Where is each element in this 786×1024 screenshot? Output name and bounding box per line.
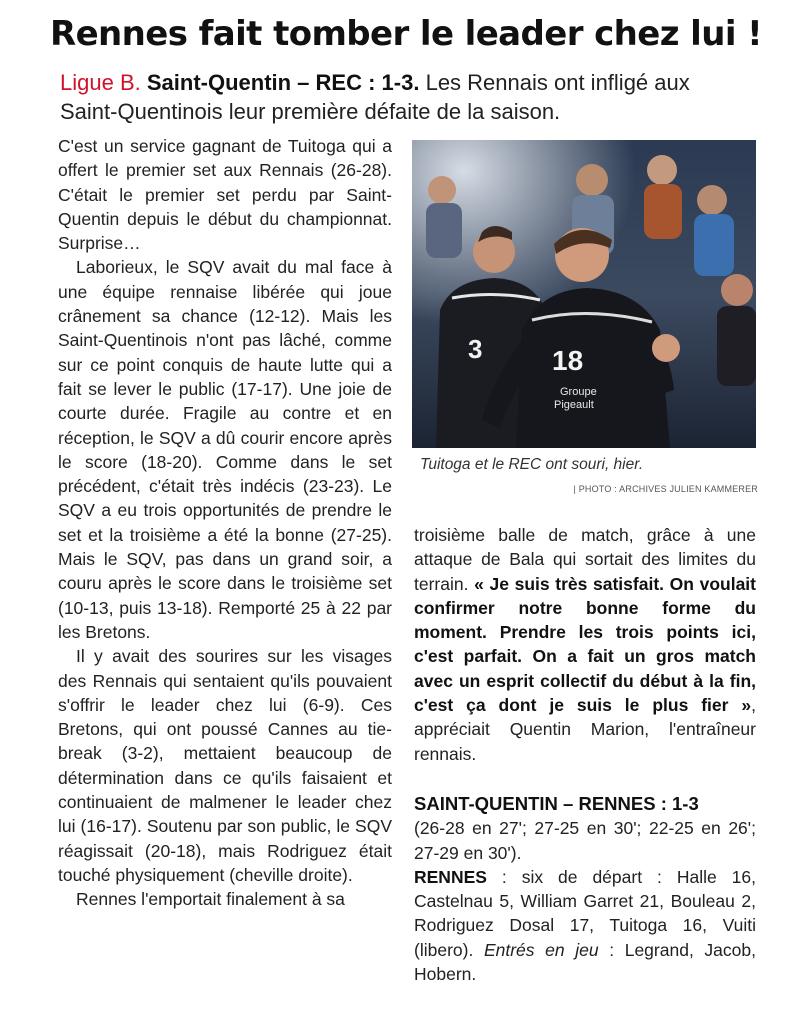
result-sets: (26-28 en 27'; 27-25 en 30'; 22-25 en 26'; 27-29 en 30'). — [414, 818, 756, 863]
paragraph: Laborieux, le SQV avait du mal face à une équipe rennaise libérée qui joue crânement sa chance (12-12). Mais les Saint-Quentinois n'ont pas lâché, comme sur ce point conquis de haute lutte qui a fait se lever le public (17-17). Une joie de courte durée. Fragile au contre et en réception, le SQV a dû courir encore après le score (18-20). Comme dans le set précédent, c'était très indécis (23-23). Le SQV a eu trois opportunités de prendre le set et la troisième a été la bonne (27-25). Mais le SQV, pas dans un grand soir, a couru après le score dans le troisième set (10-13, puis 13-18). Remporté 25 à 22 par les Bretons. — [58, 257, 392, 642]
team-label: RENNES — [414, 866, 487, 887]
coach-quote: « Je suis très satisfait. On voulait confirmer notre bonne forme du moment. Prendre les trois points ici, c'est parfait. On a fait un gros match avec un esprit collectif du début à la fin, c'est ça dont je suis le plus fier » — [414, 573, 756, 716]
team-lineup — [414, 865, 756, 986]
section-tag: Ligue B. — [60, 70, 141, 95]
article-headline: Rennes fait tomber le leader chez lui ! — [50, 14, 763, 54]
article-standfirst — [60, 68, 740, 126]
paragraph: Il y avait des sourires sur les visages des Rennais qui sentaient qu'ils pouvaient s'offrir le leader chez lui (6-9). Ces Bretons, qui ont poussé Cannes au tie-break (3-2), mettaient beaucoup de détermination dans ce qu'ils faisaient et continuaient de malmener le leader chez lui (16-17). Soutenu par son public, le SQV réagissait (20-18), mais Rodriguez était touché physiquement (cheville droite). — [58, 646, 392, 885]
photo-credit: | PHOTO : ARCHIVES JULIEN KAMMERER — [573, 484, 758, 494]
lineup-text: : six de départ : Halle 16, Castelnau 5, William Garret 21, Bouleau 2, Rodriguez Dosal 17, Tuitoga 16, Vuiti (libero). — [414, 866, 756, 960]
paragraph — [414, 523, 756, 766]
standfirst-text: Les Rennais ont infligé aux Saint-Quentinois leur première défaite de la saison. — [60, 70, 690, 124]
jersey-number-left: 3 — [468, 334, 483, 364]
photo-caption: Tuitoga et le REC ont souri, hier. — [420, 456, 644, 473]
jersey-number-right: 18 — [552, 345, 584, 376]
quote-attribution: , appréciait Quentin Marion, l'entraîneur rennais. — [414, 695, 756, 764]
paragraph-lead: troisième balle de match, grâce à une attaque de Bala qui sortait des limites du terrain. — [414, 525, 756, 594]
subs-label: Entrés en jeu — [483, 939, 599, 960]
body-column-right — [414, 523, 756, 986]
match-score-label: Saint-Quentin – REC : 1-3. — [146, 70, 420, 95]
sponsor-line-2: Pigeault — [554, 399, 594, 411]
result-title: SAINT-QUENTIN – RENNES : 1-3 — [414, 792, 699, 814]
paragraph: Rennes l'emportait finalement à sa — [76, 889, 345, 910]
paragraph: C'est un service gagnant de Tuitoga qui a offert le premier set aux Rennais (26-28). C'était le premier set perdu par Saint-Quentin depuis le début du championnat. Surprise… — [58, 136, 392, 254]
sponsor-line-1: Groupe — [560, 386, 597, 398]
volleyball-players-photo — [412, 140, 756, 448]
body-column-left — [58, 134, 392, 912]
subs-text: : Legrand, Jacob, Hobern. — [414, 939, 756, 985]
article-photo — [412, 140, 756, 448]
